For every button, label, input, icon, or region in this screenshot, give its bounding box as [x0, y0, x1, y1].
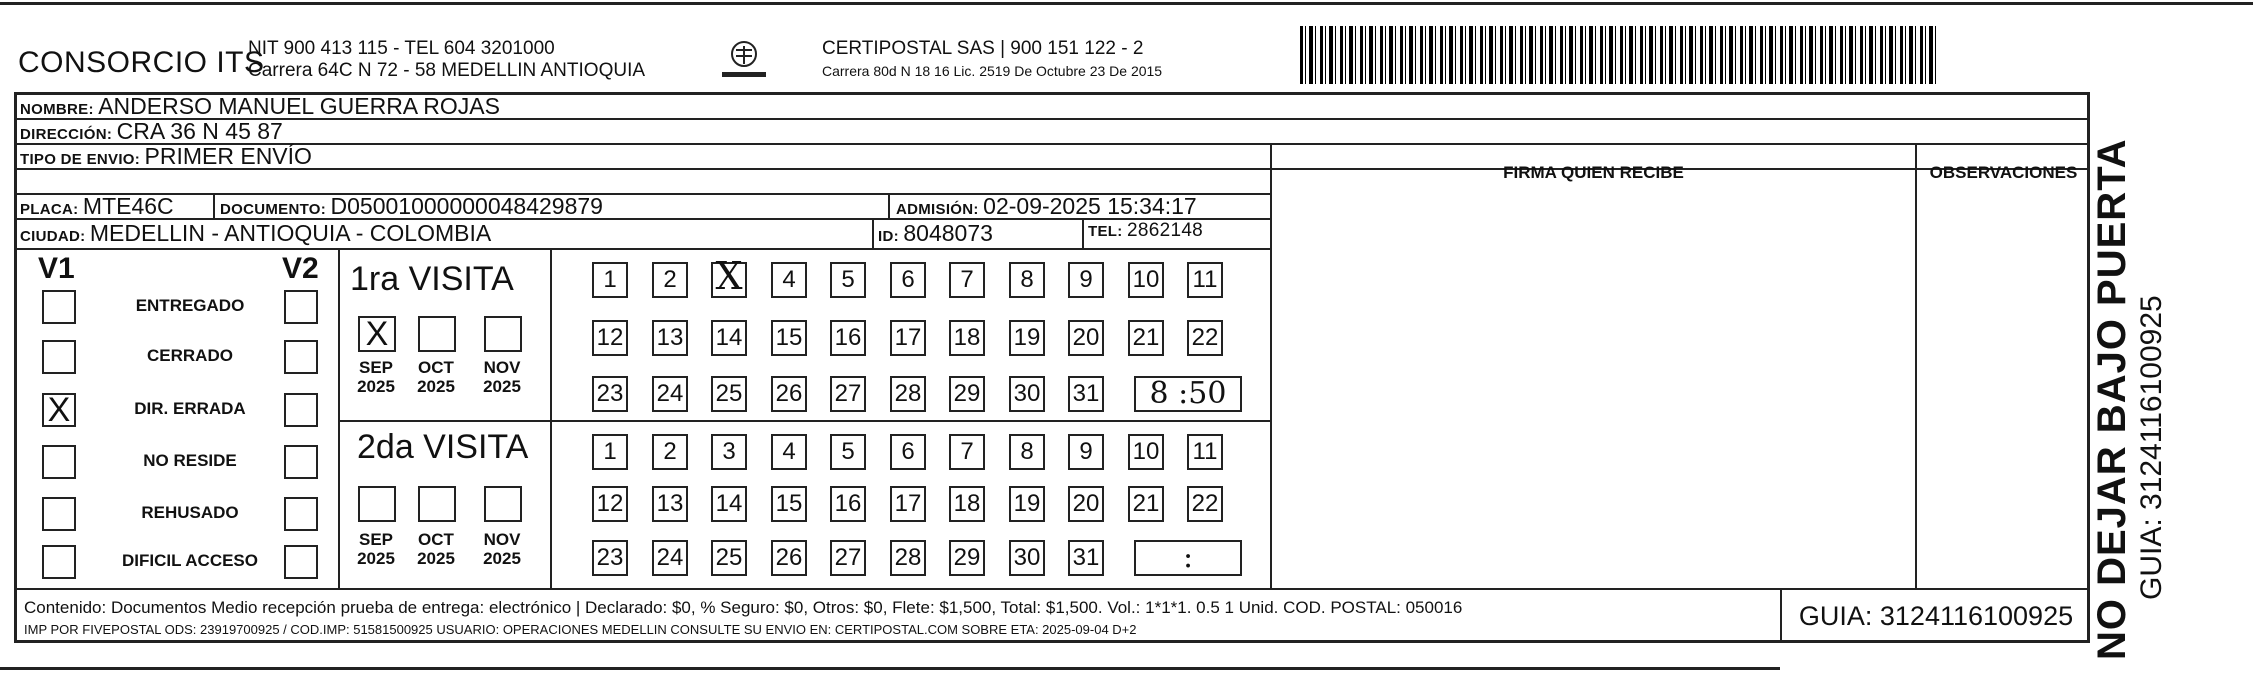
month-checkbox[interactable] [484, 316, 522, 352]
col-divider [1270, 143, 1272, 588]
day-checkbox[interactable]: 19 [1009, 320, 1045, 356]
v2-checkbox[interactable] [284, 497, 318, 531]
col-divider [1915, 143, 1917, 588]
month-label: NOV [483, 530, 521, 549]
firma-header: FIRMA QUIEN RECIBE [1503, 163, 1684, 182]
day-checkbox[interactable]: 12 [592, 320, 628, 356]
nit-line: NIT 900 413 115 - TEL 604 3201000 [248, 38, 555, 59]
day-checkbox[interactable]: 14 [711, 486, 747, 522]
id-value: 8048073 [903, 220, 993, 246]
visit2-title: 2da VISITA [357, 428, 529, 466]
day-checkbox[interactable]: 12 [592, 486, 628, 522]
tel-field [1088, 220, 1203, 242]
status-option-label: CERRADO [147, 346, 233, 365]
v1-checkbox[interactable] [42, 497, 76, 531]
day-checkbox[interactable]: 8 [1009, 434, 1045, 470]
day-checkbox[interactable]: 2 [652, 262, 688, 298]
day-checkbox[interactable]: 22 [1187, 486, 1223, 522]
day-checkbox[interactable]: 26 [771, 540, 807, 576]
day-checkbox[interactable]: 9 [1068, 434, 1104, 470]
day-checkbox[interactable]: 5 [830, 434, 866, 470]
direccion-field [20, 118, 283, 145]
guia-number: GUIA: 3124116100925 [1780, 590, 2090, 643]
day-checkbox[interactable]: 6 [890, 434, 926, 470]
nombre-label: NOMBRE: [20, 101, 94, 118]
month-label: NOV [483, 358, 521, 377]
year-label: 2025 [357, 377, 395, 396]
day-checkbox[interactable]: 31 [1068, 376, 1104, 412]
day-checkbox[interactable]: 27 [830, 540, 866, 576]
day-checkbox[interactable]: 7 [949, 434, 985, 470]
placa-value: MTE46C [82, 193, 174, 219]
cell-divider [888, 193, 890, 218]
nombre-field [20, 93, 500, 120]
status-option-label: REHUSADO [141, 503, 239, 522]
day-checkbox[interactable]: 17 [890, 486, 926, 522]
certipostal-line: CERTIPOSTAL SAS | 900 151 122 - 2 [822, 38, 1144, 59]
day-checkbox[interactable]: 31 [1068, 540, 1104, 576]
day-checkbox[interactable]: 1 [592, 262, 628, 298]
tipo-envio-value: PRIMER ENVÍO [144, 143, 312, 169]
month-checkbox[interactable] [418, 486, 456, 522]
status-option-label: ENTREGADO [135, 296, 245, 315]
visit-divider [338, 420, 1270, 422]
footer-print-info: IMP POR FIVEPOSTAL ODS: 23919700925 / COD.IMP: 51581500925 USUARIO: OPERACIONES MEDELLIN CONSULTE SU ENVIO EN: CERTIPOSTAL.COM SOBRE ETA: 2025-09-04 D+2 [24, 622, 1137, 637]
day-checkbox[interactable]: 16 [830, 486, 866, 522]
status-option-label: DIFICIL ACCESO [121, 551, 258, 570]
day-checkbox[interactable]: 24 [652, 376, 688, 412]
day-checkbox[interactable]: 4 [771, 434, 807, 470]
day-checkbox[interactable]: 23 [592, 376, 628, 412]
ciudad-field [20, 220, 491, 247]
status-option-label: DIR. ERRADA [134, 399, 246, 418]
month-checkbox[interactable] [358, 486, 396, 522]
no-dejar-text: NO DEJAR BAJO PUERTA [2090, 138, 2134, 660]
cell-divider [213, 193, 215, 218]
admision-field [896, 193, 1197, 220]
placa-field [20, 193, 174, 220]
day-mark: X [715, 254, 743, 298]
day-checkbox[interactable]: 2 [652, 434, 688, 470]
day-checkbox[interactable]: 26 [771, 376, 807, 412]
row-divider [14, 143, 2090, 145]
day-checkbox[interactable]: 3 [711, 434, 747, 470]
ciudad-value: MEDELLIN - ANTIOQUIA - COLOMBIA [89, 220, 492, 246]
day-checkbox[interactable]: 20 [1068, 486, 1104, 522]
day-checkbox[interactable]: 16 [830, 320, 866, 356]
day-checkbox[interactable]: 9 [1068, 262, 1104, 298]
day-checkbox[interactable]: 15 [771, 320, 807, 356]
status-option-label: NO RESIDE [143, 451, 237, 470]
day-checkbox[interactable] [711, 254, 747, 298]
side-notice [2090, 138, 2169, 660]
nombre-value: ANDERSO MANUEL GUERRA ROJAS [98, 93, 500, 119]
row-divider [14, 248, 1270, 250]
ciudad-label: CIUDAD: [20, 228, 86, 245]
day-checkbox[interactable]: 13 [652, 486, 688, 522]
visit1-title: 1ra VISITA [350, 260, 514, 298]
day-checkbox[interactable]: 15 [771, 486, 807, 522]
footer-divider [14, 588, 2090, 590]
cell-divider [872, 218, 874, 248]
v2-checkbox[interactable] [284, 393, 318, 427]
tipo-envio-label: TIPO DE ENVIO: [20, 151, 141, 168]
month-checkbox[interactable] [484, 486, 522, 522]
v2-checkbox[interactable] [284, 340, 318, 374]
footer-content: Contenido: Documentos Medio recepción prueba de entrega: electrónico | Declarado: $0, % Seguro: $0, Otros: $0, Flete: $1,500, Total: $1,500. Vol.: 1*1*1. 0.5 1 Unid. COD. POSTAL: 050016 [24, 598, 1463, 617]
day-checkbox[interactable]: 4 [771, 262, 807, 298]
day-checkbox[interactable]: 14 [711, 320, 747, 356]
month-label: OCT [418, 358, 454, 377]
day-checkbox[interactable]: 24 [652, 540, 688, 576]
top-border [0, 2, 2253, 5]
placa-label: PLACA: [20, 201, 79, 218]
day-checkbox[interactable]: 30 [1009, 376, 1045, 412]
day-checkbox[interactable]: 20 [1068, 320, 1104, 356]
day-checkbox[interactable]: 29 [949, 540, 985, 576]
v2-checkbox[interactable] [284, 290, 318, 324]
day-checkbox[interactable]: 10 [1128, 262, 1164, 298]
v1-title: V1 [38, 252, 75, 285]
day-checkbox[interactable]: 23 [592, 540, 628, 576]
day-checkbox[interactable]: 21 [1128, 486, 1164, 522]
day-checkbox[interactable]: 25 [711, 376, 747, 412]
day-checkbox[interactable]: 5 [830, 262, 866, 298]
tel-label: TEL: [1088, 223, 1123, 240]
side-guia-text: GUIA: 3124116100925 [2135, 295, 2168, 600]
day-checkbox[interactable]: 1 [592, 434, 628, 470]
company-name: CONSORCIO ITS [18, 46, 265, 79]
cell-divider [338, 248, 340, 588]
certipostal-info [822, 38, 1162, 82]
month-checkbox[interactable] [418, 316, 456, 352]
v1-checkbox[interactable] [42, 545, 76, 579]
day-checkbox[interactable]: 11 [1187, 434, 1223, 470]
day-checkbox[interactable]: 22 [1187, 320, 1223, 356]
cell-divider [550, 248, 552, 588]
day-checkbox[interactable]: 18 [949, 320, 985, 356]
day-checkbox[interactable]: 28 [890, 540, 926, 576]
day-checkbox[interactable]: 10 [1128, 434, 1164, 470]
day-checkbox[interactable]: 17 [890, 320, 926, 356]
month-label: OCT [418, 530, 454, 549]
tel-value: 2862148 [1126, 220, 1204, 241]
direccion-label: DIRECCIÓN: [20, 126, 113, 143]
observaciones-header: OBSERVACIONES [1929, 163, 2078, 182]
day-checkbox[interactable]: 11 [1187, 262, 1223, 298]
day-checkbox[interactable]: 28 [890, 376, 926, 412]
visit1-time[interactable]: 8 :50 [1134, 376, 1242, 412]
day-checkbox[interactable]: 21 [1128, 320, 1164, 356]
certipostal-logo-icon [712, 36, 776, 84]
year-label: 2025 [417, 549, 455, 568]
v2-checkbox[interactable] [284, 445, 318, 479]
v2-checkbox[interactable] [284, 545, 318, 579]
admision-label: ADMISIÓN: [896, 201, 979, 218]
day-checkbox[interactable]: 19 [1009, 486, 1045, 522]
day-checkbox[interactable]: 27 [830, 376, 866, 412]
day-checkbox[interactable]: 29 [949, 376, 985, 412]
admision-value: 02-09-2025 15:34:17 [983, 193, 1197, 219]
address-line: Carrera 64C N 72 - 58 MEDELLIN ANTIOQUIA [248, 60, 646, 81]
month-label: SEP [358, 530, 394, 549]
v2-title: V2 [282, 252, 319, 285]
cell-divider [1082, 218, 1084, 248]
year-label: 2025 [483, 377, 521, 396]
bottom-border [0, 667, 1780, 670]
id-field [878, 220, 993, 247]
v1-checkbox[interactable]: X [42, 393, 76, 427]
v1-checkbox[interactable] [42, 445, 76, 479]
documento-field [220, 193, 603, 220]
tipo-envio-field [20, 143, 312, 170]
v1-checkbox[interactable] [42, 340, 76, 374]
month-checkbox[interactable]: X [358, 316, 396, 352]
year-label: 2025 [483, 549, 521, 568]
barcode-icon [1300, 26, 1940, 84]
direccion-value: CRA 36 N 45 87 [116, 118, 283, 144]
year-label: 2025 [357, 549, 395, 568]
documento-value: D05001000000048429879 [330, 193, 603, 219]
day-checkbox[interactable]: 7 [949, 262, 985, 298]
documento-label: DOCUMENTO: [220, 201, 327, 218]
company-info [248, 38, 645, 82]
id-label: ID: [878, 228, 899, 245]
day-checkbox[interactable]: 8 [1009, 262, 1045, 298]
day-checkbox[interactable]: 13 [652, 320, 688, 356]
day-checkbox[interactable]: 30 [1009, 540, 1045, 576]
month-label: SEP [358, 358, 394, 377]
day-checkbox[interactable]: 25 [711, 540, 747, 576]
day-checkbox[interactable]: 18 [949, 486, 985, 522]
year-label: 2025 [417, 377, 455, 396]
v1-checkbox[interactable] [42, 290, 76, 324]
visit2-time[interactable]: : [1134, 540, 1242, 576]
day-checkbox[interactable]: 6 [890, 262, 926, 298]
license-line: Carrera 80d N 18 16 Lic. 2519 De Octubre 23 De 2015 [822, 63, 1163, 79]
